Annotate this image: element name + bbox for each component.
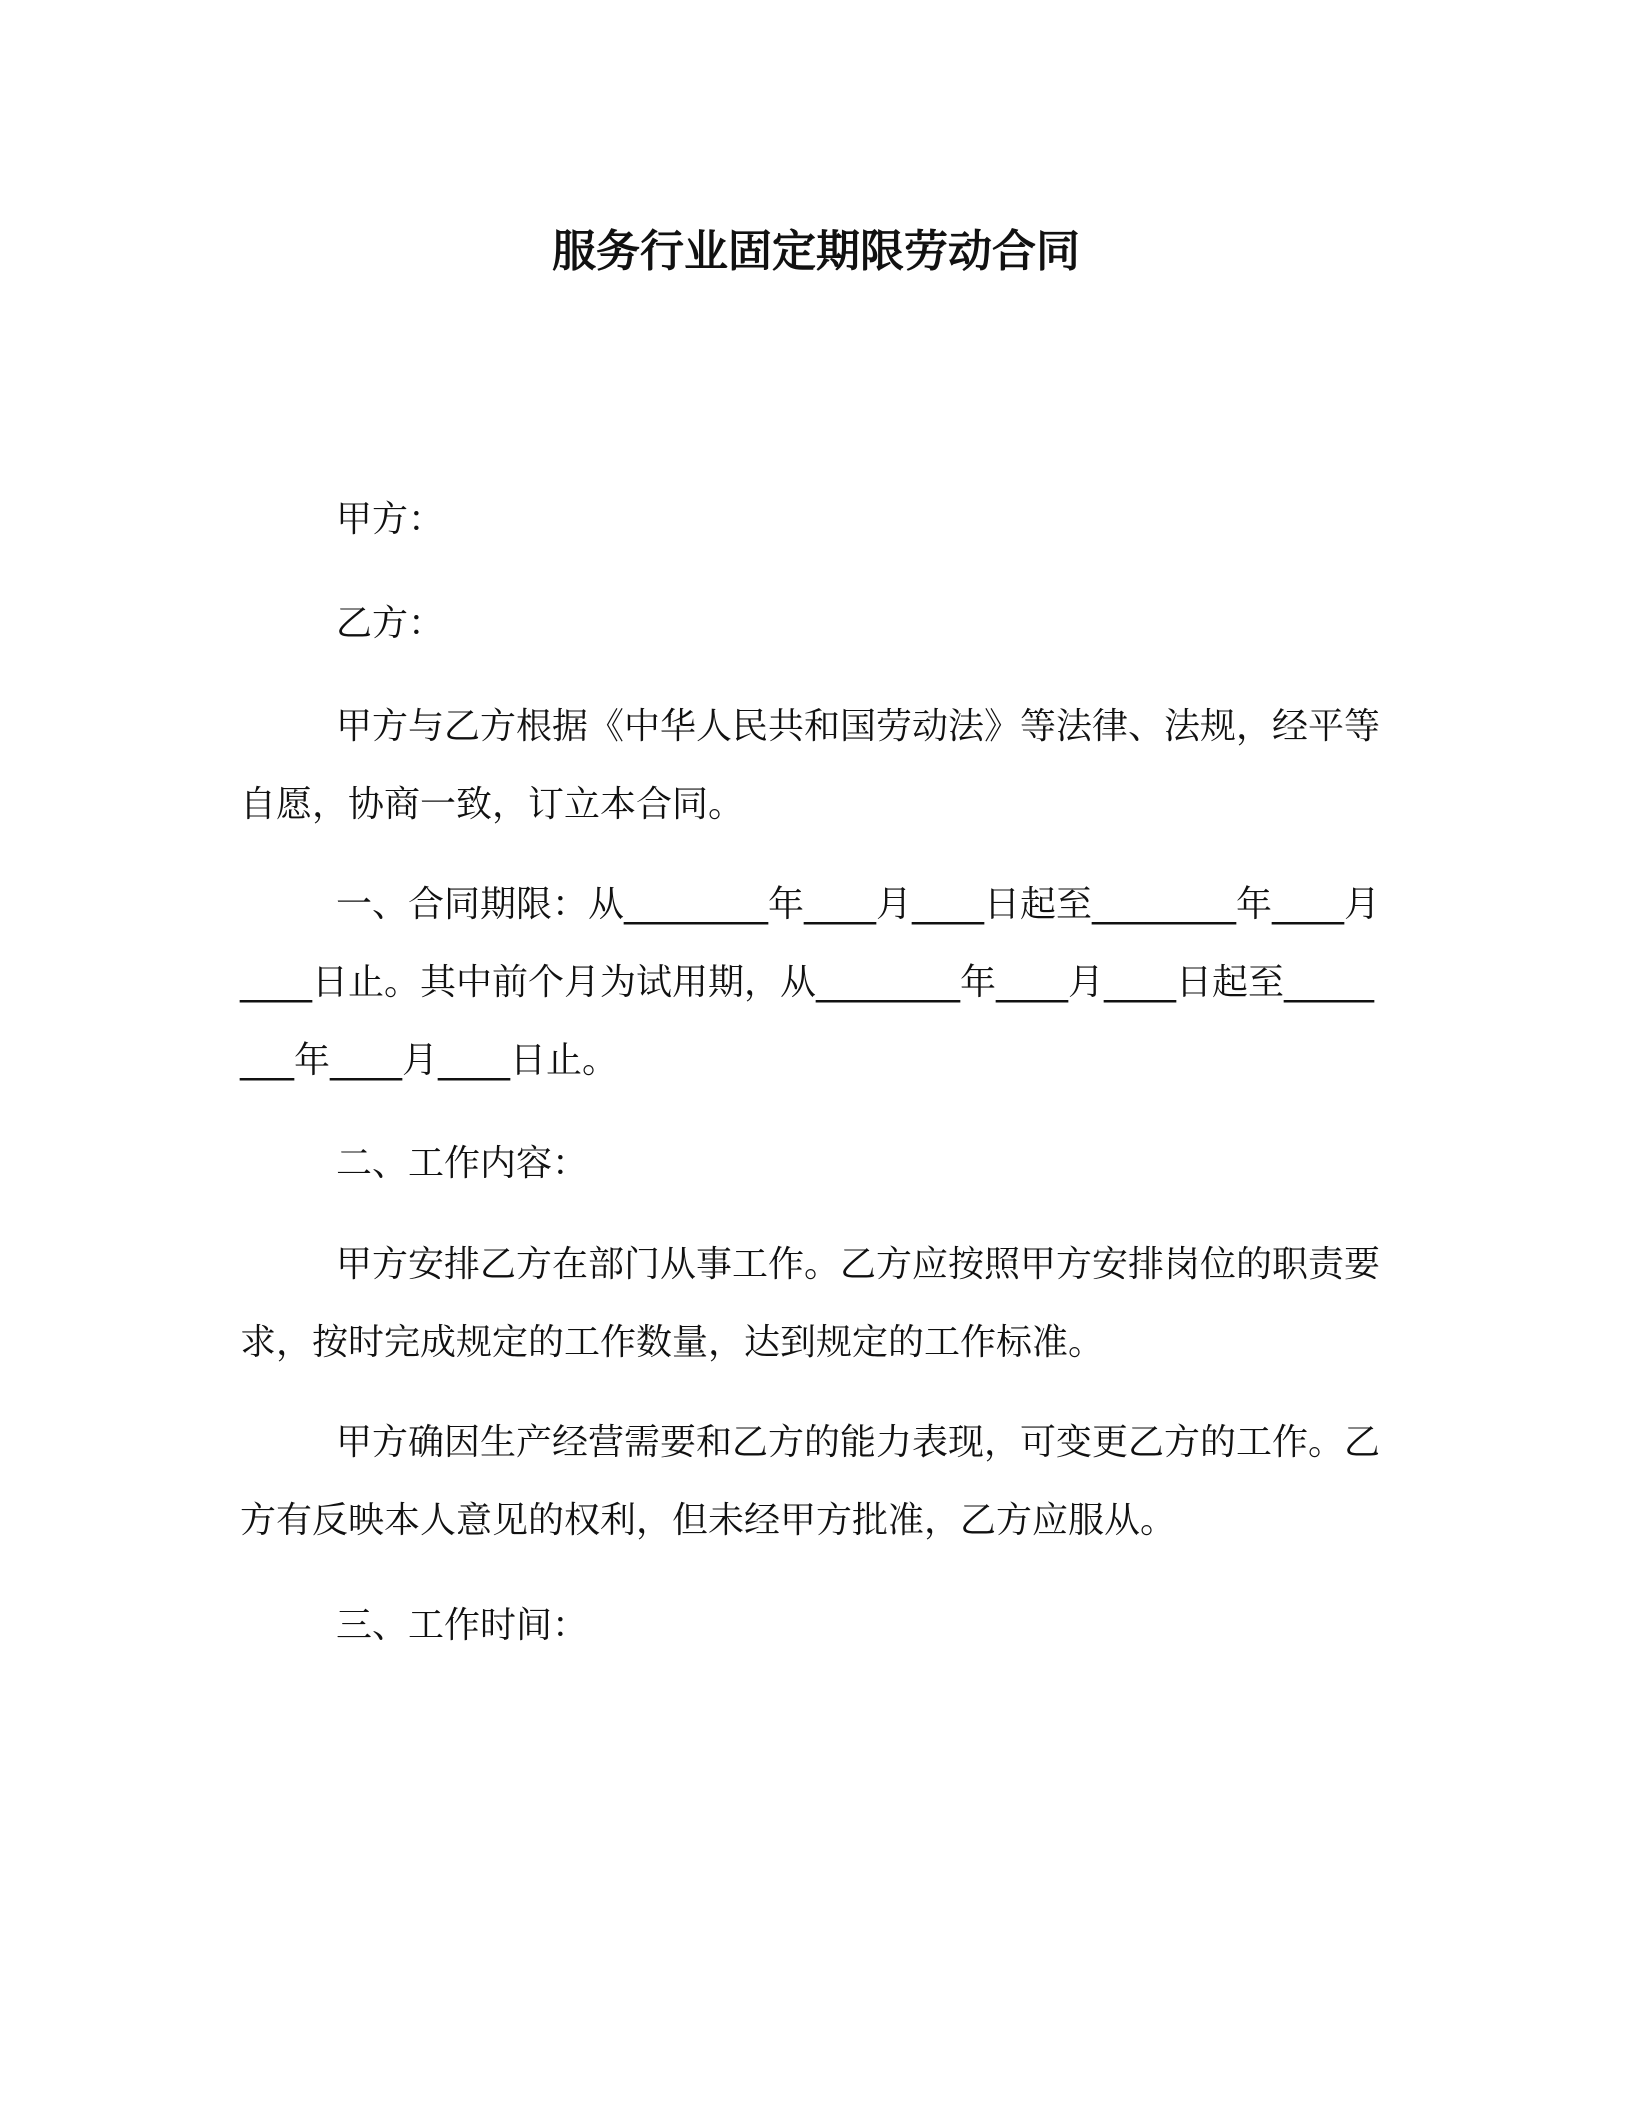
section-contract-term: 一、合同期限：从________年____月____日起至________年____月____日止。其中前个月为试用期，从________年____月____日起至________年____月____日止。	[240, 884, 1381, 1081]
party-a-label: 甲方：	[336, 499, 445, 540]
section-work-time-heading: 三、工作时间：	[336, 1605, 589, 1646]
party-b-label: 乙方：	[336, 603, 445, 644]
document-title: 服务行业固定期限劳动合同	[552, 226, 1080, 277]
intro-paragraph: 甲方与乙方根据《中华人民共和国劳动法》等法律、法规，经平等自愿，协商一致，订立本合同。	[240, 706, 1381, 825]
work-content-paragraph-2: 甲方确因生产经营需要和乙方的能力表现，可变更乙方的工作。乙方有反映本人意见的权利，但未经甲方批准，乙方应服从。	[240, 1422, 1381, 1541]
work-content-paragraph-1: 甲方安排乙方在部门从事工作。乙方应按照甲方安排岗位的职责要求，按时完成规定的工作数量，达到规定的工作标准。	[240, 1244, 1381, 1363]
section-work-content-heading: 二、工作内容：	[336, 1143, 589, 1184]
